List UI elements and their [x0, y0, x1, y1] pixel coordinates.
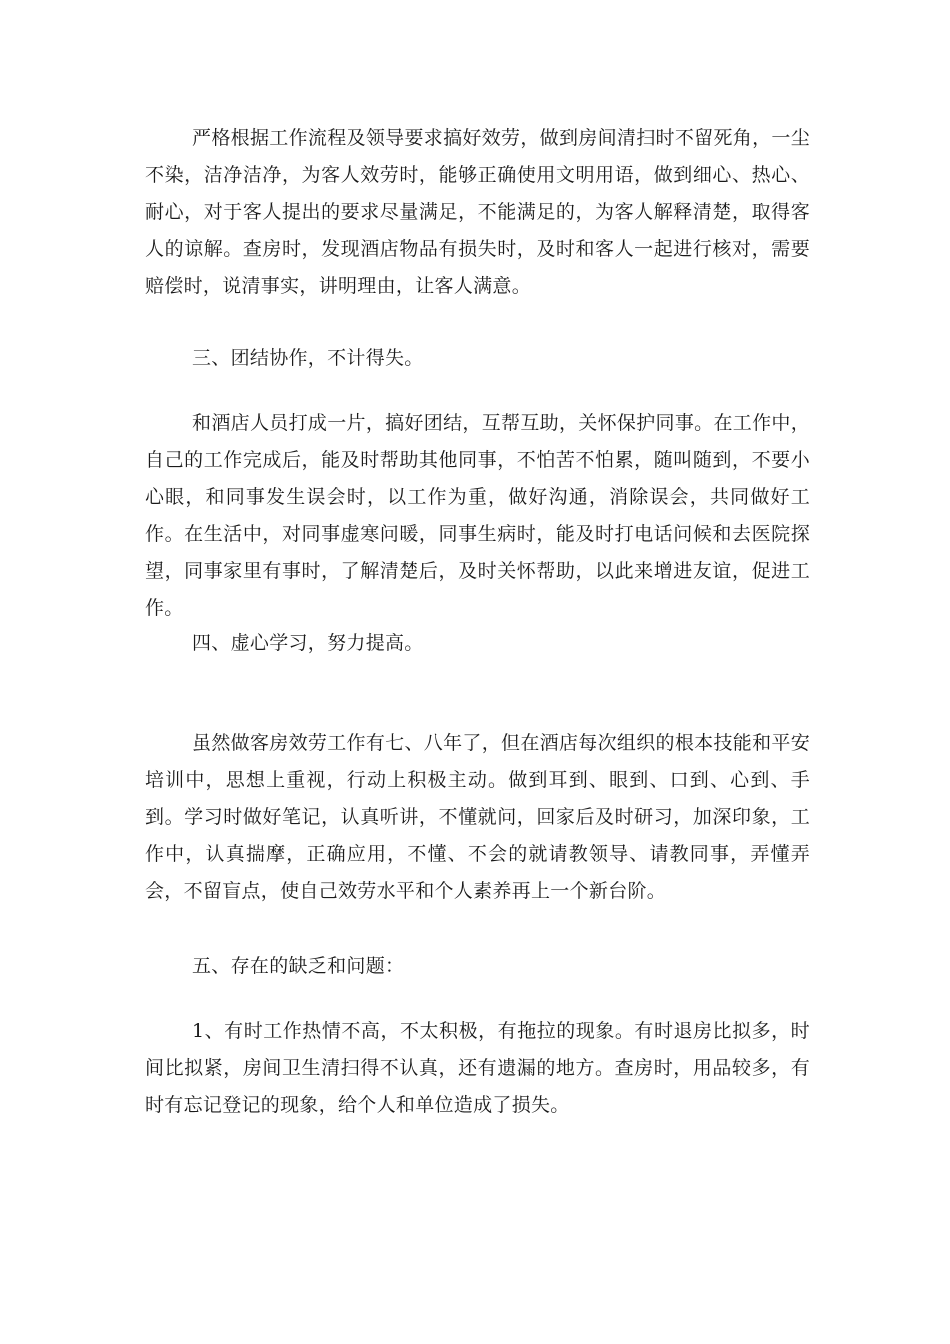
- section-heading-learning: 四、虚心学习，努力提高。: [192, 632, 424, 654]
- paragraph-teamwork: 和酒店人员打成一片，搞好团结，互帮互助，关怀保护同事。在工作中，自己的工作完成后，能及时帮助其他同事，不怕苦不怕累，随叫随到，不要小心眼，和同事发生误会时，以工作为重，做好沟通，消除误会，共同做好工作。在生活中，对同事虚寒问暖，同事生病时，能及时打电话问候和去医院探望，同事家里有事时，了解清楚后，及时关怀帮助，以此来增进友谊，促进工作。: [145, 412, 810, 619]
- paragraph-shortcoming-1: 1、有时工作热情不高，不太积极，有拖拉的现象。有时退房比拟多，时间比拟紧，房间卫生清扫得不认真，还有遗漏的地方。查房时，用品较多，有时有忘记登记的现象，给个人和单位造成了损失。: [145, 1020, 810, 1116]
- section-heading-shortcomings: 五、存在的缺乏和问题：: [192, 955, 405, 977]
- paragraph-service-standards: 严格根据工作流程及领导要求搞好效劳，做到房间清扫时不留死角，一尘不染，洁净洁净，为客人效劳时，能够正确使用文明用语，做到细心、热心、耐心，对于客人提出的要求尽量满足，不能满足的，为客人解释清楚，取得客人的谅解。查房时，发现酒店物品有损失时，及时和客人一起进行核对，需要赔偿时，说清事实，讲明理由，让客人满意。: [145, 127, 810, 297]
- section-heading-teamwork: 三、团结协作，不计得失。: [192, 347, 424, 369]
- paragraph-learning: 虽然做客房效劳工作有七、八年了，但在酒店每次组织的根本技能和平安培训中，思想上重视，行动上积极主动。做到耳到、眼到、口到、心到、手到。学习时做好笔记，认真听讲，不懂就问，回家后及时研习，加深印象，工作中，认真揣摩，正确应用，不懂、不会的就请教领导、请教同事，弄懂弄会，不留盲点，使自己效劳水平和个人素养再上一个新台阶。: [145, 732, 810, 902]
